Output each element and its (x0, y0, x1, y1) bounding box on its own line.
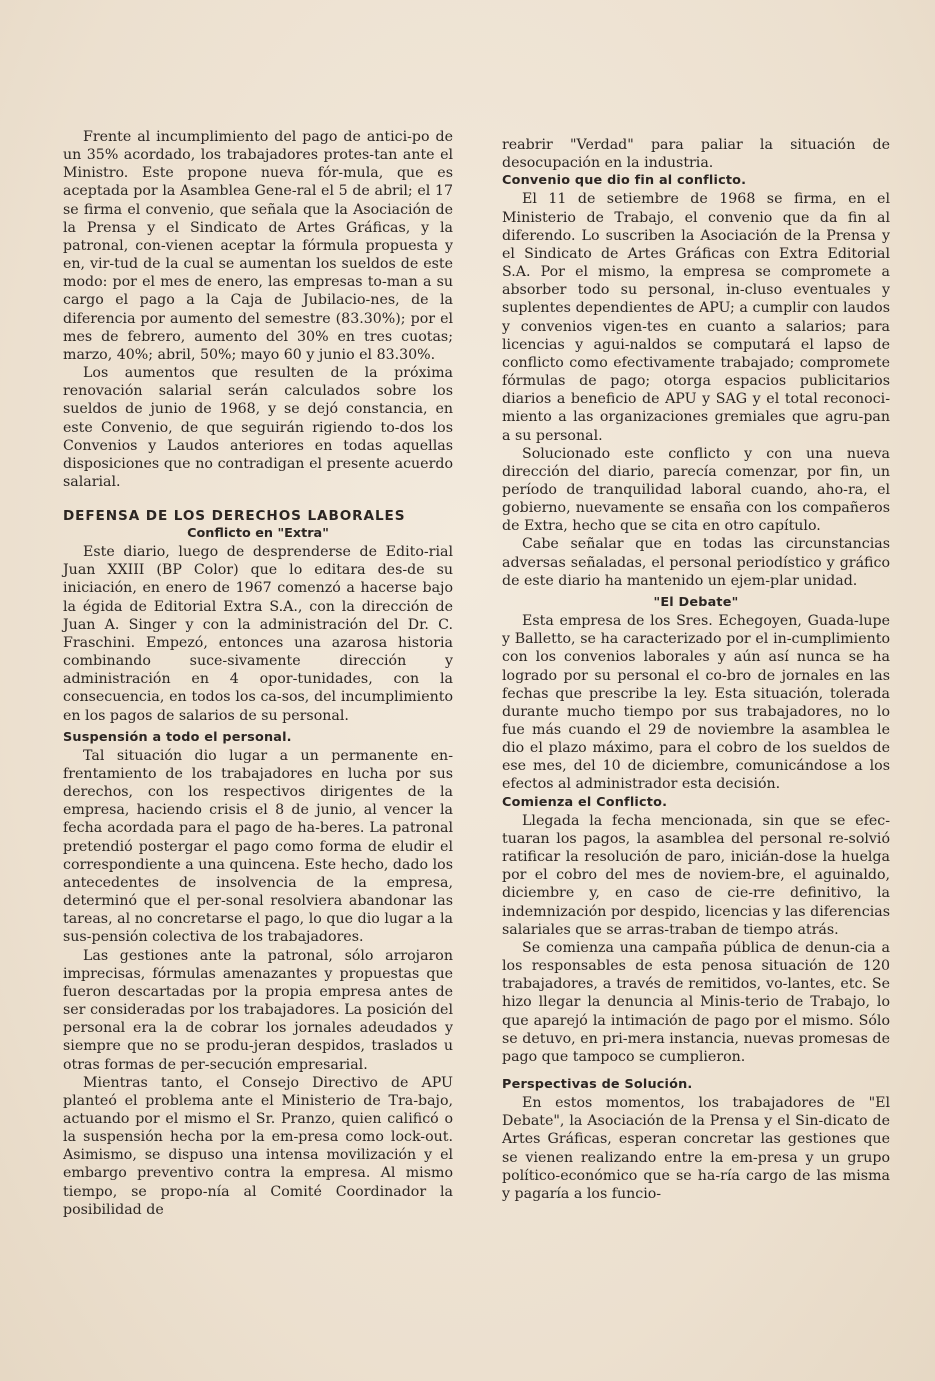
subheading: Convenio que dio fin al conflicto. (502, 173, 747, 189)
paragraph: Solucionado este conflicto y con una nueva dirección del diario, parecía comenzar, por fin, un período de tranquilidad laboral cuando, aho-ra, el gobierno, nuevamente se ensaña con los compañeros de Extra, hecho que se cita en otro capítulo. (502, 445, 890, 535)
paragraph: Los aumentos que resulten de la próxima renovación salarial serán calculados sobre los sueldos de junio de 1968, y se dejó constancia, en este Convenio, de que seguirán rigiendo to-dos los Convenios y Laudos anteriores en todas aquellas disposiciones que no contradigan el presente acuerdo salarial. (63, 365, 453, 490)
section-subtitle: Conflicto en "Extra" (187, 526, 329, 542)
paragraph: Cabe señalar que en todas las circunstancias adversas señaladas, el personal periodístico y gráfico de este diario ha mantenido un ejem-plar unidad. (502, 536, 890, 589)
section-title: DEFENSA DE LOS DERECHOS LABORALES (63, 508, 406, 525)
paragraph: Frente al incumplimiento del pago de antici-po de un 35% acordado, los trabajadores protes-tan ante el Ministro. Este propone nueva fór-mula, que es aceptada por la Asamblea Gene-ral el 5 de abril; el 17 se firma el convenio, que señala que la Asociación de la Prensa y el Sindicato de Artes Gráficas, y la patronal, con-vienen aceptar la fórmula propuesta y en, vir-tud de la cual se aumentan los sueldos de este modo: por el mes de enero, las empresas to-man a su cargo el pago a la Caja de Jubilacio-nes, de la diferencia por aumento del semestre (83.30%); por el mes de febrero, aumento del 30% en tres cuotas; marzo, 40%; abril, 50%; mayo 60 y junio el 83.30%. (63, 129, 453, 363)
subheading: Suspensión a todo el personal. (63, 729, 292, 745)
paragraph: El 11 de setiembre de 1968 se firma, en el Ministerio de Trabajo, el convenio que da fin al diferendo. Lo suscriben la Asociación de la Prensa y el Sindicato de Artes Gráficas con Extra Editorial S.A. Por el mismo, la empresa se compromete a absorber todo su personal, in-cluso eventuales y suplentes dependientes de APU; a cumplir con laudos y convenios vigen-tes en cuanto a salarios; para licencias y agui-naldos se computará el lapso de conflicto como efectivamente trabajado; compromete fórmulas de pago; otorga espacios publicitarios diarios a beneficio de APU y SAG y el total reconoci-miento a las organizaciones gremiales que agru-pan a su personal. (502, 191, 890, 444)
subheading: Comienza el Conflicto. (502, 794, 668, 810)
paragraph: Este diario, luego de desprenderse de Edito-rial Juan XXIII (BP Color) que lo editara des-de su iniciación, en enero de 1967 comenzó a hacerse bajo la égida de Editorial Extra S.A., con la dirección de Juan A. Singer y con la administración del Dr. C. Fraschini. Empezó, entonces una azarosa historia combinando suce-sivamente dirección y administración en 4 opor-tunidades, con la consecuencia, en todos los ca-sos, del incumplimiento en los pagos de salarios de su personal. (63, 544, 453, 724)
paragraph: reabrir "Verdad" para paliar la situación de desocupación en la industria. (502, 137, 890, 172)
paragraph: Tal situación dio lugar a un permanente en-frentamiento de los trabajadores en lucha por sus derechos, con los respectivos dirigentes de la empresa, haciendo crisis el 8 de junio, al vencer la fecha acordada para el pago de ha-beres. La patronal pretendió postergar el pago como forma de eludir el correspondiente a una quincena. Este hecho, dado los antecedentes de insolvencia de la empresa, determinó que el per-sonal resolviera abandonar las tareas, al no concretarse el pago, lo que dio lugar a la sus-pensión colectiva de los trabajadores. (63, 747, 453, 946)
paragraph: Mientras tanto, el Consejo Directivo de APU planteó el problema ante el Ministerio de Tra-bajo, actuando por el mismo el Sr. Pranzo, quien calificó o la suspensión hecha por la em-presa como lock-out. Asimismo, se dispuso una intensa movilización y el embargo preventivo contra la empresa. Al mismo tiempo, se propo-nía al Comité Coordinador la posibilidad de (63, 1074, 453, 1218)
right-column (502, 136, 890, 1203)
paragraph: Las gestiones ante la patronal, sólo arrojaron imprecisas, fórmulas amenazantes y propuestas que fueron descartadas por la propia empresa antes de ser consideradas por los trabajadores. La posición del personal era la de cobrar los jornales adeudados y siempre que no se produ-jeran despidos, traslados u otras formas de per-secución empresarial. (63, 947, 453, 1073)
subheading: "El Debate" (653, 594, 739, 610)
paragraph: Se comienza una campaña pública de denun-cia a los responsables de esta penosa situación de 120 trabajadores, a través de remitidos, vo-lantes, etc. Se hizo llegar la denuncia al Minis-terio de Trabajo, lo que aparejó la intimación de pago por el mismo. Sólo se detuvo, en pri-mera instancia, nuevas promesas de pago que tampoco se cumplieron. (502, 939, 890, 1065)
left-column (63, 128, 453, 1219)
paragraph: En estos momentos, los trabajadores de "El Debate", la Asociación de la Prensa y el Sin-dicato de Artes Gráficas, esperan concretar las gestiones que se vienen realizando entre la em-presa y un grupo político-económico que se ha-ría cargo de las misma y pagaría a los funcio- (502, 1095, 890, 1202)
paragraph: Esta empresa de los Sres. Echegoyen, Guada-lupe y Balletto, se ha caracterizado por el in-cumplimiento con los convenios laborales y aún así nunca se ha logrado por su personal el co-bro de jornales en las fechas que prescribe la ley. Esta situación, tolerada durante mucho tiempo por sus trabajadores, no lo fue más cuando el 29 de noviembre la asamblea le dio el plazo máximo, para el cobro de los sueldos de ese mes, del 10 de diciembre, comunicándose a los efectos al administrador esta decisión. (502, 613, 890, 793)
subheading: Perspectivas de Solución. (502, 1076, 693, 1092)
paragraph: Llegada la fecha mencionada, sin que se efec-tuaran los pagos, la asamblea del personal re-solvió ratificar la resolución de paro, inicián-dose la huelga por el cobro del mes de noviem-bre, el aguinaldo, diciembre y, en caso de cie-rre definitivo, la indemnización por despido, licencias y las diferencias salariales que se arras-traban de tiempo atrás. (502, 812, 890, 938)
